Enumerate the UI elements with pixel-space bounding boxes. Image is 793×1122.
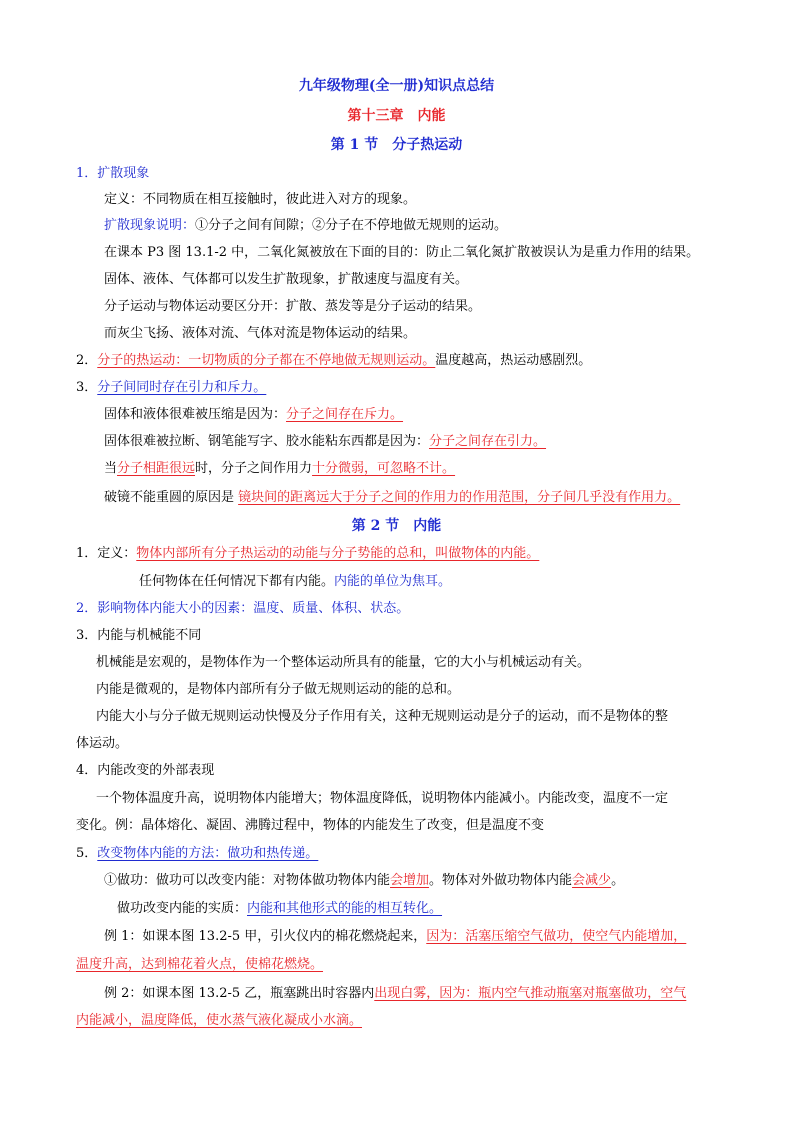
thermal-motion-tail: 温度越高，热运动感剧烈。 bbox=[435, 353, 592, 368]
item-diffusion: 1．扩散现象 bbox=[76, 166, 150, 181]
item-thermal-motion bbox=[76, 352, 591, 370]
textbook-p3-note: 在课本 P3 图 13.1-2 中，二氧化氮被放在下面的目的：防止二氧化氮扩散被误认为是重力作用的结果。 bbox=[104, 245, 700, 260]
energy-size-note-line-2: 体运动。 bbox=[76, 736, 129, 751]
item-number: 5． bbox=[76, 846, 98, 861]
internal-energy-unit-note bbox=[139, 573, 451, 591]
example-2-reason: 出现白雾，因为：瓶内空气推动瓶塞对瓶塞做功，空气 bbox=[374, 986, 687, 1001]
item-influencing-factors: 2．影响物体内能大小的因素：温度、质量、体积、状态。 bbox=[76, 601, 410, 616]
example-1-line-2: 温度升高，达到棉花着火点，使棉花燃烧。 bbox=[76, 957, 324, 972]
diffusion-states-note: 固体、液体、气体都可以发生扩散现象，扩散速度与温度有关。 bbox=[104, 272, 469, 287]
attraction-example-text: 固体很难被拉断、钢笔能写字、胶水能粘东西都是因为： bbox=[104, 434, 430, 449]
item-change-methods bbox=[76, 845, 318, 863]
energy-size-note-line-1: 内能大小与分子做无规则运动快慢及分子作用有关，这种无规则运动是分子的运动，而不是物体的整 bbox=[96, 709, 669, 724]
energy-decrease: 会减少 bbox=[572, 873, 612, 888]
microscopic-energy-note: 内能是微观的，是物体内部所有分子做无规则运动的能的总和。 bbox=[96, 682, 461, 697]
diffusion-definition: 定义：不同物质在相互接触时，彼此进入对方的现象。 bbox=[104, 192, 417, 207]
energy-unit-text: 内能的单位为焦耳。 bbox=[334, 574, 452, 589]
molecular-forces-statement: 分子间同时存在引力和斥力。 bbox=[97, 380, 267, 395]
far-distance-condition: 分子相距很远 bbox=[117, 461, 196, 476]
item-energy-difference: 3．内能与机械能不同 bbox=[76, 628, 202, 643]
far-distance-text-2: 时，分子之间作用力 bbox=[195, 461, 313, 476]
broken-mirror-text: 破镜不能重圆的原因是 bbox=[104, 490, 239, 505]
broken-mirror-reason: 镜块间的距离远大于分子之间的作用力的作用范围，分子间几乎没有作用力。 bbox=[238, 490, 681, 505]
broken-mirror-note bbox=[104, 489, 680, 507]
object-motion-note: 而灰尘飞扬、液体对流、气体对流是物体运动的结果。 bbox=[104, 326, 417, 341]
item-number: 2． bbox=[76, 353, 98, 368]
example-1-reason: 因为：活塞压缩空气做功，使空气内能增加， bbox=[426, 929, 687, 944]
change-methods-statement: 改变物体内能的方法：做功和热传递。 bbox=[97, 846, 319, 861]
attraction-example bbox=[104, 433, 546, 451]
internal-energy-definition bbox=[76, 545, 539, 563]
item-number: 3． bbox=[76, 380, 98, 395]
repulsion-example-text: 固体和液体很难被压缩是因为： bbox=[104, 407, 287, 422]
example-2-text: 例 2：如课本图 13.2-5 乙，瓶塞跳出时容器内 bbox=[104, 986, 375, 1001]
document-title: 九年级物理(全一册)知识点总结 bbox=[298, 78, 495, 94]
temperature-note-line-2: 变化。例：晶体熔化、凝固、沸腾过程中，物体的内能发生了改变，但是温度不变 bbox=[76, 818, 545, 833]
example-1-text: 例 1：如课本图 13.2-5 甲，引火仪内的棉花燃烧起来， bbox=[104, 929, 427, 944]
internal-energy-definition-text: 物体内部所有分子热运动的动能与分子势能的总和，叫做物体的内能。 bbox=[136, 546, 540, 561]
far-distance-text-1: 当 bbox=[104, 461, 118, 476]
section-1-heading: 第 1 节 分子热运动 bbox=[330, 137, 463, 153]
item-external-signs: 4．内能改变的外部表现 bbox=[76, 763, 215, 778]
example-2-line-1 bbox=[104, 985, 686, 1003]
thermal-motion-definition: 分子的热运动：一切物质的分子都在不停地做无规则运动。 bbox=[97, 353, 436, 368]
always-has-energy-text: 任何物体在任何情况下都有内能。 bbox=[139, 574, 335, 589]
repulsion-example bbox=[104, 406, 403, 424]
mechanical-energy-note: 机械能是宏观的，是物体作为一个整体运动所具有的能量，它的大小与机械运动有关。 bbox=[96, 655, 591, 670]
work-essence-text: 内能和其他形式的能的相互转化。 bbox=[247, 901, 443, 916]
example-1-line-1 bbox=[104, 928, 686, 946]
diffusion-explanation-label: 扩散现象说明： bbox=[104, 218, 196, 233]
definition-label: 1．定义： bbox=[76, 546, 137, 561]
attraction-answer: 分子之间存在引力。 bbox=[429, 434, 547, 449]
work-method-text-3: 。 bbox=[611, 873, 625, 888]
work-essence-note bbox=[117, 900, 442, 918]
example-2-line-2: 内能减小，温度降低，使水蒸气液化凝成小水滴。 bbox=[76, 1013, 363, 1028]
diffusion-explanation-text: ①分子之间有间隙；②分子在不停地做无规则的运动。 bbox=[195, 218, 508, 233]
temperature-note-line-1: 一个物体温度升高，说明物体内能增大；物体温度降低，说明物体内能减小。内能改变，温度不一定 bbox=[96, 791, 669, 806]
diffusion-explanation bbox=[104, 217, 507, 235]
work-method-note bbox=[104, 872, 624, 890]
repulsion-answer: 分子之间存在斥力。 bbox=[286, 407, 404, 422]
work-method-text-1: ①做功：做功可以改变内能：对物体做功物体内能 bbox=[104, 873, 391, 888]
chapter-heading: 第十三章 内能 bbox=[347, 108, 446, 124]
item-molecular-forces bbox=[76, 379, 266, 397]
work-method-text-2: 。物体对外做功物体内能 bbox=[429, 873, 573, 888]
work-essence-label: 做功改变内能的实质： bbox=[117, 901, 248, 916]
far-distance-note bbox=[104, 460, 455, 478]
energy-increase: 会增加 bbox=[390, 873, 430, 888]
motion-distinction-note: 分子运动与物体运动要区分开：扩散、蒸发等是分子运动的结果。 bbox=[104, 299, 482, 314]
far-distance-result: 十分微弱，可忽略不计。 bbox=[312, 461, 456, 476]
section-2-heading: 第 2 节 内能 bbox=[351, 518, 442, 534]
